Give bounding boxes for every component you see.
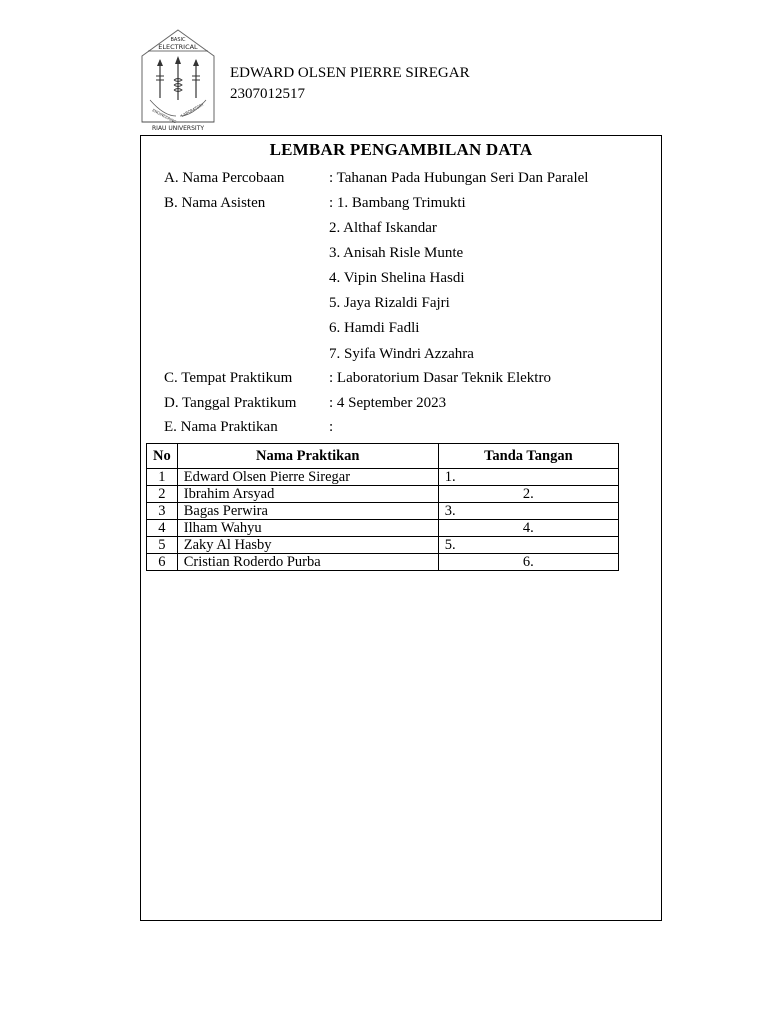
- assistant-item: 7. Syifa Windri Azzahra: [329, 346, 474, 362]
- logo-main-text: ELECTRICAL: [158, 43, 198, 51]
- assistant-item: 2. Althaf Iskandar: [329, 220, 437, 236]
- field-value: : Laboratorium Dasar Teknik Elektro: [329, 370, 551, 386]
- row-signature: 1.: [438, 469, 618, 486]
- field-label: D. Tanggal Praktikum: [164, 395, 297, 411]
- assistant-item: 5. Jaya Rizaldi Fajri: [329, 295, 450, 311]
- assistant-item: 4. Vipin Shelina Hasdi: [329, 270, 465, 286]
- assistant-item: 3. Anisah Risle Munte: [329, 245, 464, 261]
- row-signature: 6.: [438, 554, 618, 571]
- field-label: C. Tempat Praktikum: [164, 370, 293, 386]
- row-signature: 4.: [438, 520, 618, 537]
- sheet-title: LEMBAR PENGAMBILAN DATA: [269, 140, 533, 159]
- assistant-item: 6. Hamdi Fadli: [329, 320, 420, 336]
- header-tanda-tangan: Tanda Tangan: [438, 444, 618, 469]
- row-no: 4: [147, 520, 178, 537]
- field-label: A. Nama Percobaan: [164, 170, 285, 186]
- data-sheet-frame: [140, 135, 662, 921]
- logo-left-arc: ENGINEERING: [151, 107, 178, 125]
- table-row: [147, 469, 619, 486]
- row-name: Zaky Al Hasby: [177, 537, 438, 554]
- lab-logo: [138, 28, 218, 134]
- student-id: 2307012517: [230, 86, 305, 102]
- row-no: 6: [147, 554, 178, 571]
- field-value: :: [329, 419, 334, 435]
- row-name: Bagas Perwira: [177, 503, 438, 520]
- table-header-row: [147, 444, 619, 469]
- table-row: [147, 486, 619, 503]
- logo-top-text: BASIC: [170, 37, 186, 43]
- table-row: [147, 554, 619, 571]
- row-name: Cristian Roderdo Purba: [177, 554, 438, 571]
- row-no: 3: [147, 503, 178, 520]
- logo-bottom-text: RIAU UNIVERSITY: [152, 125, 204, 132]
- row-signature: 2.: [438, 486, 618, 503]
- table-row: [147, 503, 619, 520]
- field-label: E. Nama Praktikan: [164, 419, 278, 435]
- header-nama: Nama Praktikan: [177, 444, 438, 469]
- praktikan-table: [146, 443, 619, 571]
- logo-right-arc: LABORATORY: [180, 101, 205, 118]
- field-value: : 4 September 2023: [329, 395, 447, 411]
- header-no: No: [147, 444, 178, 469]
- row-no: 5: [147, 537, 178, 554]
- student-name: EDWARD OLSEN PIERRE SIREGAR: [230, 65, 470, 81]
- row-name: Edward Olsen Pierre Siregar: [177, 469, 438, 486]
- table-row: [147, 520, 619, 537]
- field-value: : 1. Bambang Trimukti: [329, 195, 466, 211]
- row-signature: 3.: [438, 503, 618, 520]
- field-label: B. Nama Asisten: [164, 195, 266, 211]
- row-signature: 5.: [438, 537, 618, 554]
- row-no: 2: [147, 486, 178, 503]
- row-no: 1: [147, 469, 178, 486]
- row-name: Ilham Wahyu: [177, 520, 438, 537]
- table-row: [147, 537, 619, 554]
- field-value: : Tahanan Pada Hubungan Seri Dan Paralel: [329, 170, 589, 186]
- row-name: Ibrahim Arsyad: [177, 486, 438, 503]
